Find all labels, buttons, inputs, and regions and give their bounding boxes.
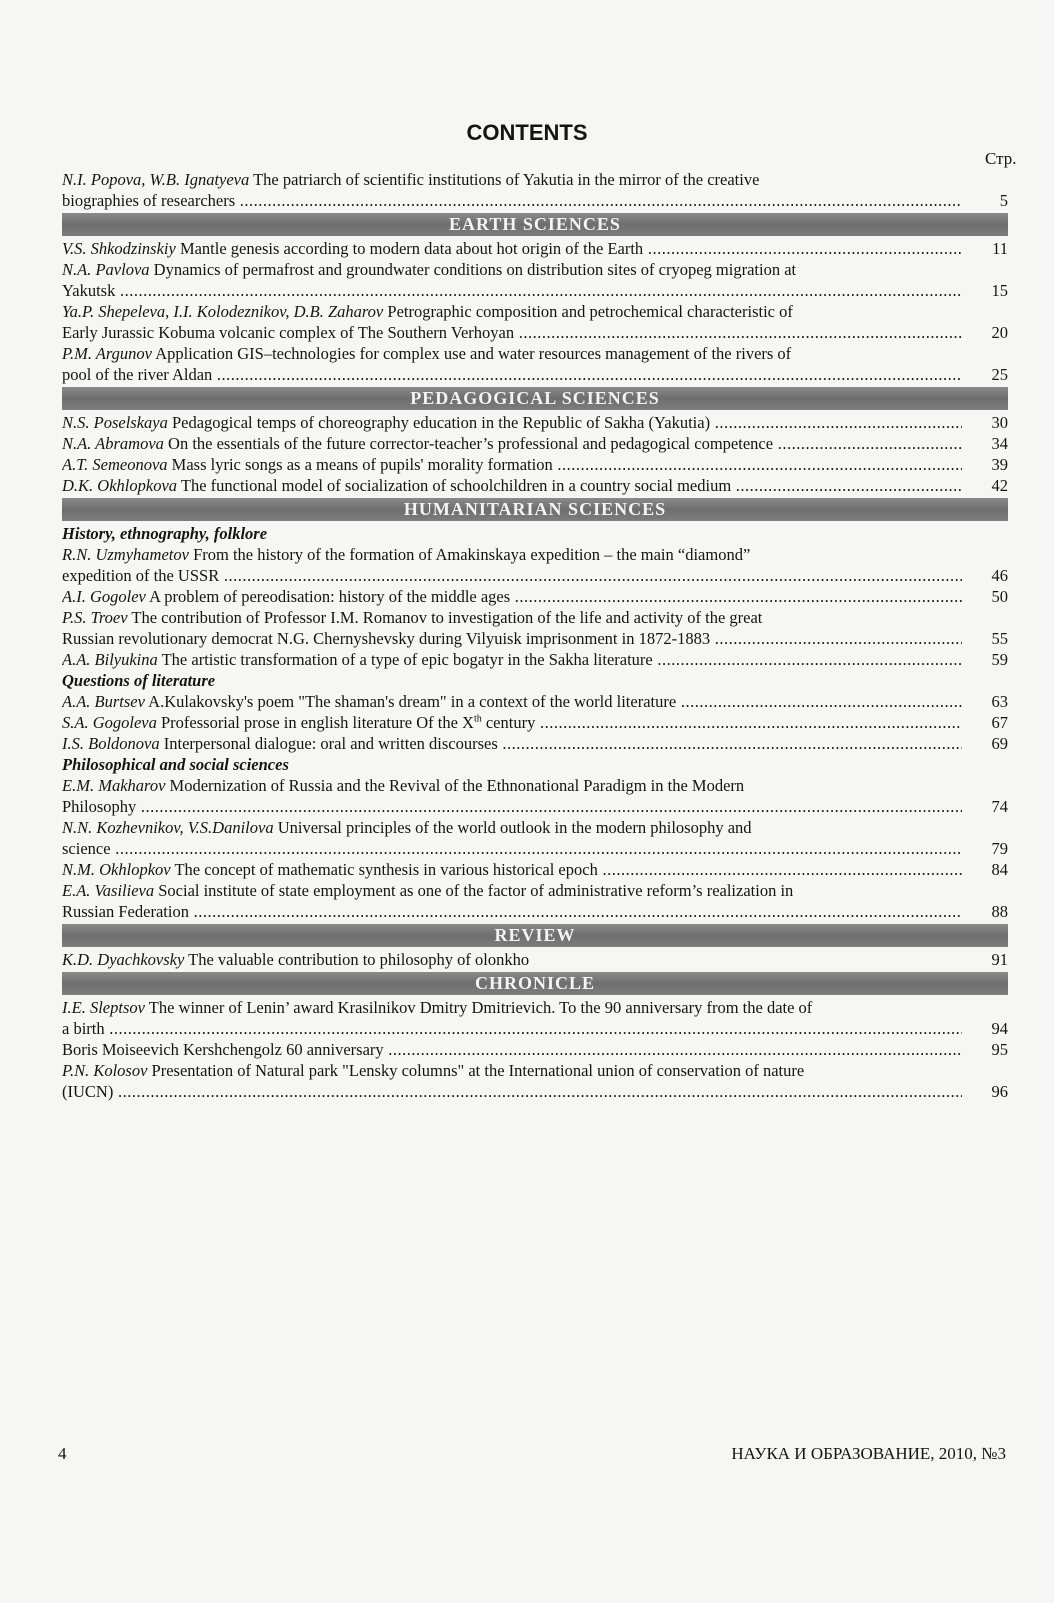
toc-entry[interactable]: [62, 238, 1008, 259]
toc-entry[interactable]: [62, 817, 1008, 859]
toc-text-content: [62, 950, 529, 969]
toc-entry-line: [62, 343, 1008, 364]
toc-title-text: A problem of pereodisation: history of the middle ages: [149, 587, 511, 606]
toc-title-text: Russian revolutionary democrat N.G. Chernyshevsky during Vilyuisk imprisonment in 1872-1883: [62, 629, 711, 648]
toc-author: K.D. Dyachkovsky: [62, 950, 185, 969]
toc-author: N.A. Pavlova: [62, 260, 150, 279]
toc-title-text: Yakutsk: [62, 281, 116, 300]
toc-text-content: [62, 608, 762, 627]
toc-entry-line: [62, 1018, 1008, 1039]
subsection-heading: Philosophical and social sciences: [62, 755, 289, 774]
toc-entry-text: [62, 586, 962, 607]
toc-page-number: 69: [991, 734, 1008, 753]
toc-text-content: [62, 455, 962, 474]
toc-author: I.S. Boldonova: [62, 734, 160, 753]
toc-page-number: 91: [991, 950, 1008, 969]
toc-entry-text: [62, 901, 962, 922]
toc-page-number: 25: [991, 365, 1008, 384]
toc-entry[interactable]: [62, 949, 1008, 970]
toc-page-number: 15: [991, 281, 1008, 300]
toc-entry-text: [62, 607, 962, 628]
toc-entry-line: [62, 838, 1008, 859]
toc-title-text: The artistic transformation of a type of epic bogatyr in the Sakha literature: [161, 650, 653, 669]
toc-page-number: 50: [991, 587, 1008, 606]
toc-author: P.N. Kolosov: [62, 1061, 148, 1080]
toc-title-text: Mantle genesis according to modern data about hot origin of the Earth: [179, 239, 644, 258]
footer-journal-title: НАУКА И ОБРАЗОВАНИЕ, 2010, №3: [731, 1444, 1006, 1463]
toc-entry[interactable]: [62, 649, 1008, 670]
toc-entry-text: [62, 628, 962, 649]
toc-title-text: Interpersonal dialogue: oral and written discourses: [163, 734, 498, 753]
toc-entry-text: [62, 1039, 962, 1060]
toc-entry[interactable]: [62, 301, 1008, 343]
toc-entry-line: [62, 949, 1008, 970]
toc-entry-line: [62, 628, 1008, 649]
toc-entry-line: [62, 301, 1008, 322]
toc-entry-text: [62, 364, 962, 385]
toc-author: P.S. Troev: [62, 608, 128, 627]
toc-page-number: 42: [991, 476, 1008, 495]
toc-text-content: [62, 860, 962, 879]
toc-entry-line: [62, 238, 1008, 259]
toc-entry-text: [62, 169, 962, 190]
toc-entry[interactable]: [62, 475, 1008, 496]
toc-entry-text: [62, 649, 962, 670]
toc-text-content: [62, 734, 962, 753]
toc-entry-line: [62, 190, 1008, 211]
toc-entry[interactable]: [62, 169, 1008, 211]
toc-entry[interactable]: [62, 343, 1008, 385]
toc-text-content: [62, 902, 962, 921]
toc-title-text: Pedagogical temps of choreography education in the Republic of Sakha (Yakutia): [171, 413, 711, 432]
toc-author: N.I. Popova, W.B. Ignatyeva: [62, 170, 250, 189]
toc-page-number: 88: [991, 902, 1008, 921]
toc-author: A.A. Bilyukina: [62, 650, 158, 669]
toc-entry[interactable]: [62, 997, 1008, 1039]
toc-page-number: 79: [991, 839, 1008, 858]
toc-page-number: 74: [991, 797, 1008, 816]
toc-entry-line: [62, 565, 1008, 586]
toc-title-tail: century: [481, 713, 536, 732]
toc-author: E.A. Vasilieva: [62, 881, 155, 900]
toc-text-content: [62, 260, 796, 279]
toc-entry[interactable]: [62, 859, 1008, 880]
toc-author: N.S. Poselskaya: [62, 413, 168, 432]
toc-entry-text: [62, 1081, 962, 1102]
toc-page-number: 46: [991, 566, 1008, 585]
toc-entry-line: [62, 691, 1008, 712]
toc-entry[interactable]: [62, 880, 1008, 922]
toc-title-text: Presentation of Natural park "Lensky columns" at the International union of conservation of nature: [151, 1061, 805, 1080]
toc-entry-text: [62, 322, 962, 343]
section-heading: PEDAGOGICAL SCIENCES: [62, 387, 1008, 410]
toc-page-number: 34: [991, 434, 1008, 453]
toc-entry-line: [62, 280, 1008, 301]
toc-entry[interactable]: [62, 1039, 1008, 1060]
section-heading: CHRONICLE: [62, 972, 1008, 995]
toc-entry-line: [62, 712, 1008, 733]
toc-text-content: [62, 776, 744, 795]
toc-title-text: Early Jurassic Kobuma volcanic complex of The Southern Verhoyan: [62, 323, 515, 342]
toc-author: P.M. Argunov: [62, 344, 152, 363]
toc-entry-text: [62, 733, 962, 754]
section-heading: REVIEW: [62, 924, 1008, 947]
toc-author: Ya.P. Shepeleva, I.I. Kolodeznikov, D.B. Zaharov: [62, 302, 384, 321]
toc-entry-text: [62, 775, 962, 796]
toc-entry-text: [62, 817, 962, 838]
toc-entry[interactable]: [62, 544, 1008, 586]
toc-entry-line: [62, 649, 1008, 670]
toc-entry-line: [62, 859, 1008, 880]
toc-text-content: [62, 302, 793, 321]
toc-title-text: The contribution of Professor I.M. Romanov to investigation of the life and activity of the great: [131, 608, 763, 627]
toc-entry-text: [62, 433, 962, 454]
toc-text-content: [62, 818, 752, 837]
subsection-heading: History, ethnography, folklore: [62, 524, 268, 543]
toc-text-content: [62, 1061, 804, 1080]
toc-entry-line: [62, 1039, 1008, 1060]
toc-text-content: [62, 545, 750, 564]
footer-page-number: 4: [58, 1444, 67, 1463]
toc-title-text: a birth: [62, 1019, 105, 1038]
toc-text-content: [62, 476, 962, 495]
toc-entry-text: [62, 838, 962, 859]
toc-text-content: [62, 692, 962, 711]
toc-title-text: Dynamics of permafrost and groundwater conditions on distribution sites of cryopeg migration at: [153, 260, 797, 279]
toc-title-text: The concept of mathematic synthesis in various historical epoch: [174, 860, 598, 879]
toc-author: A.T. Semeonova: [62, 455, 168, 474]
toc-title-text: Petrographic composition and petrochemical characteristic of: [387, 302, 793, 321]
toc-title-text: expedition of the USSR: [62, 566, 220, 585]
toc-entry-line: [62, 433, 1008, 454]
toc-entry-line: [62, 997, 1008, 1018]
toc-entry-text: [62, 1060, 962, 1081]
toc-title-text: Russian Federation: [62, 902, 189, 921]
toc-entry[interactable]: [62, 712, 1008, 733]
subsection-heading: Questions of literature: [62, 671, 216, 690]
toc-title-text: The patriarch of scientific institutions of Yakutia in the mirror of the creative: [253, 170, 760, 189]
toc-entry-text: [62, 880, 962, 901]
toc-author: N.M. Okhlopkov: [62, 860, 171, 879]
toc-title-text: Mass lyric songs as a means of pupils' morality formation: [171, 455, 553, 474]
toc-entry-line: [62, 322, 1008, 343]
toc-author: A.I. Gogolev: [62, 587, 146, 606]
toc-text-content: [62, 587, 962, 606]
toc-entry-text: [62, 259, 962, 280]
toc-entry[interactable]: [62, 454, 1008, 475]
superscript: th: [473, 713, 482, 725]
toc-text-content: [62, 1019, 962, 1038]
toc-entry-line: [62, 169, 1008, 190]
toc-page-number: 63: [991, 692, 1008, 711]
toc-text-content: [62, 344, 791, 363]
toc-title-text: Philosophy: [62, 797, 137, 816]
toc-text-content: [62, 881, 793, 900]
toc-author: A.A. Burtsev: [62, 692, 145, 711]
toc-title-text: science: [62, 839, 111, 858]
toc-title-text: Application GIS–technologies for complex use and water resources management of the rivers of: [155, 344, 792, 363]
toc-entry-text: [62, 190, 962, 211]
toc-entry-line: [62, 412, 1008, 433]
toc-author: N.A. Abramova: [62, 434, 164, 453]
toc-page-number: 59: [991, 650, 1008, 669]
toc-text-content: [62, 998, 812, 1017]
toc-title-text: The valuable contribution to philosophy of olonkho: [188, 950, 530, 969]
toc-text-content: [62, 629, 962, 648]
toc-entry-text: [62, 997, 962, 1018]
toc-entry-line: [62, 775, 1008, 796]
toc-page-number: 55: [991, 629, 1008, 648]
toc-entry-text: [62, 412, 962, 433]
toc-entry-text: [62, 859, 962, 880]
toc-author: S.A. Gogoleva: [62, 713, 157, 732]
toc-text-content: [62, 650, 962, 669]
toc-entry[interactable]: [62, 1060, 1008, 1102]
toc-entry[interactable]: [62, 433, 1008, 454]
toc-entry-line: [62, 1060, 1008, 1081]
toc-entry-line: [62, 607, 1008, 628]
toc-entry-text: [62, 301, 962, 322]
toc-author: V.S. Shkodzinskiy: [62, 239, 176, 258]
toc-entry-line: [62, 259, 1008, 280]
toc-title-text: Professorial prose in english literature Of the X: [160, 713, 474, 732]
toc-title-text: (IUCN): [62, 1082, 114, 1101]
toc-entry-text: [62, 691, 962, 712]
toc-page-number: 67: [991, 713, 1008, 732]
section-heading: HUMANITARIAN SCIENCES: [62, 498, 1008, 521]
toc-text-content: [62, 413, 962, 432]
toc-title-text: Boris Moiseevich Kershchengolz 60 anniversary: [62, 1040, 384, 1059]
toc-entry-text: [62, 1018, 962, 1039]
toc-entry-text: [62, 949, 962, 970]
toc-text-content: [62, 434, 962, 453]
toc-entry-text: [62, 544, 962, 565]
toc-text-content: [62, 365, 962, 384]
toc-author: N.N. Kozhevnikov, V.S.Danilova: [62, 818, 274, 837]
toc-entry-line: [62, 796, 1008, 817]
toc-text-content: [62, 1082, 962, 1101]
toc-title-text: Social institute of state employment as one of the factor of administrative reform’s realization in: [158, 881, 794, 900]
toc-entry-text: [62, 280, 962, 301]
toc-entry[interactable]: [62, 586, 1008, 607]
toc-title-text: On the essentials of the future corrector-teacher’s professional and pedagogical competence: [168, 434, 774, 453]
toc-entry[interactable]: [62, 607, 1008, 649]
toc-entry-text: [62, 796, 962, 817]
toc-page-number: 95: [991, 1040, 1008, 1059]
toc-title-text: From the history of the formation of Amakinskaya expedition – the main “diamond”: [193, 545, 751, 564]
toc-author: I.E. Sleptsov: [62, 998, 145, 1017]
toc-entry-line: [62, 475, 1008, 496]
toc-page-number: 30: [991, 413, 1008, 432]
toc-entry-line: [62, 364, 1008, 385]
toc-title-text: A.Kulakovsky's poem "The shaman's dream" in a context of the world literature: [148, 692, 677, 711]
toc-author: D.K. Okhlopkova: [62, 476, 178, 495]
toc-author: E.M. Makharov: [62, 776, 166, 795]
toc-title-text: Universal principles of the world outlook in the modern philosophy and: [277, 818, 752, 837]
toc-entry-text: [62, 238, 962, 259]
toc-text-content: [62, 1040, 962, 1059]
toc-text-content: [62, 170, 759, 189]
toc-entry-text: [62, 454, 962, 475]
toc-entry[interactable]: [62, 775, 1008, 817]
toc-page-number: 20: [991, 323, 1008, 342]
toc-text-content: [62, 281, 962, 300]
table-of-contents: [62, 169, 1008, 1102]
toc-entry-line: [62, 880, 1008, 901]
toc-page-number: 11: [992, 239, 1008, 258]
toc-title-text: biographies of researchers: [62, 191, 236, 210]
toc-page-number: 39: [991, 455, 1008, 474]
toc-entry-line: [62, 901, 1008, 922]
toc-page-number: 94: [991, 1019, 1008, 1038]
toc-text-content: [62, 797, 962, 816]
toc-entry-line: [62, 817, 1008, 838]
toc-entry-text: [62, 475, 962, 496]
page-column-heading: Стр.: [985, 149, 1017, 168]
toc-page-number: 84: [991, 860, 1008, 879]
page-title: CONTENTS: [466, 120, 588, 145]
toc-entry[interactable]: [62, 733, 1008, 754]
toc-page-number: 96: [991, 1082, 1008, 1101]
toc-author: R.N. Uzmyhametov: [62, 545, 189, 564]
toc-page-number: 5: [999, 191, 1008, 210]
toc-entry-line: [62, 586, 1008, 607]
toc-entry-text: [62, 565, 962, 586]
toc-entry-line: [62, 544, 1008, 565]
toc-entry[interactable]: [62, 691, 1008, 712]
toc-entry-text: [62, 712, 962, 733]
toc-text-content: [62, 839, 962, 858]
toc-text-content: [62, 713, 962, 732]
toc-text-content: [62, 191, 962, 210]
toc-entry-line: [62, 454, 1008, 475]
toc-title-text: Modernization of Russia and the Revival of the Ethnonational Paradigm in the Modern: [169, 776, 745, 795]
toc-entry-text: [62, 343, 962, 364]
toc-title-text: The functional model of socialization of schoolchildren in a country social medium: [180, 476, 732, 495]
toc-entry[interactable]: [62, 259, 1008, 301]
toc-title-text: pool of the river Aldan: [62, 365, 213, 384]
toc-title-text: The winner of Lenin’ award Krasilnikov Dmitry Dmitrievich. To the 90 anniversary from the date of: [148, 998, 813, 1017]
toc-text-content: [62, 239, 962, 258]
toc-text-content: [62, 323, 962, 342]
toc-entry-line: [62, 733, 1008, 754]
toc-entry-line: [62, 1081, 1008, 1102]
section-heading: EARTH SCIENCES: [62, 213, 1008, 236]
toc-text-content: [62, 566, 962, 585]
toc-entry[interactable]: [62, 412, 1008, 433]
